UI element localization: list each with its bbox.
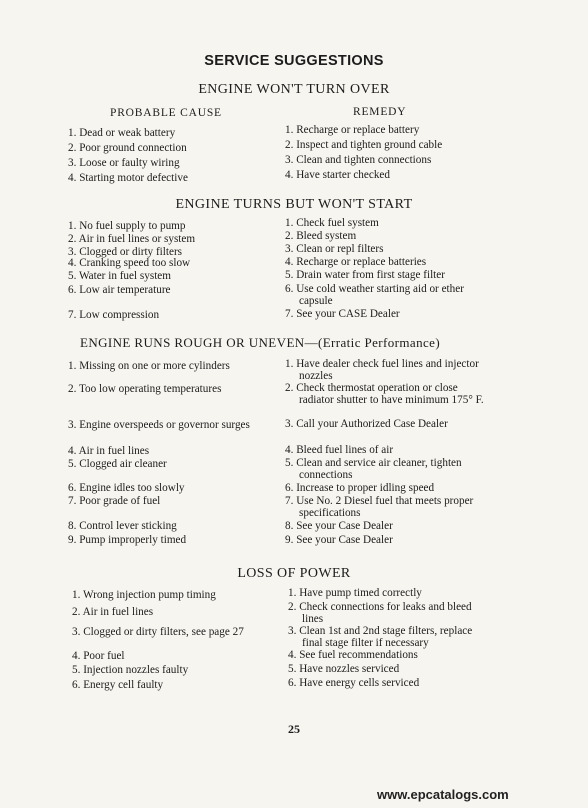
remedy-item: 6. Have energy cells serviced — [288, 677, 420, 689]
remedy-item: 2. Inspect and tighten ground cable — [285, 139, 443, 151]
remedy-item: 3. Clean 1st and 2nd stage filters, replace final stage filter if necessary — [288, 625, 473, 649]
section-heading-engine-turns-but-wont-start: ENGINE TURNS BUT WON'T START — [175, 197, 413, 212]
cause-item: 4. Starting motor defective — [68, 172, 188, 184]
remedy-item: 4. Have starter checked — [285, 169, 390, 181]
cause-item: 5. Clogged air cleaner — [68, 458, 167, 470]
remedy-item: 8. See your Case Dealer — [285, 520, 393, 532]
remedy-item: 5. Have nozzles serviced — [288, 663, 400, 675]
remedy-item: 6. Increase to proper idling speed — [285, 482, 435, 494]
remedy-item: 5. Drain water from first stage filter — [285, 269, 445, 281]
remedy-header: REMEDY — [353, 106, 407, 118]
remedy-item: 5. Clean and service air cleaner, tighten connections — [285, 457, 462, 481]
cause-item: 6. Energy cell faulty — [72, 679, 164, 691]
cause-item: 2. Poor ground connection — [68, 142, 187, 154]
remedy-item: 3. Clean or repl filters — [285, 243, 384, 255]
remedy-item: 7. Use No. 2 Diesel fuel that meets proper specifications — [285, 495, 474, 519]
cause-item: 6. Engine idles too slowly — [68, 482, 185, 494]
cause-item: 1. Dead or weak battery — [68, 127, 176, 139]
remedy-item: 4. Recharge or replace batteries — [285, 256, 427, 268]
remedy-item: 6. Use cold weather starting aid or ether capsule — [285, 283, 464, 307]
remedy-item: 2. Check connections for leaks and bleed lines — [288, 601, 472, 625]
watermark: www.epcatalogs.com — [377, 787, 509, 802]
cause-item: 5. Injection nozzles faulty — [72, 664, 189, 676]
cause-item: 3. Engine overspeeds or governor surges — [68, 419, 250, 431]
cause-item: 8. Control lever sticking — [68, 520, 177, 532]
remedy-item: 1. Check fuel system — [285, 217, 379, 229]
section-heading-engine-wont-turn-over: ENGINE WON'T TURN OVER — [198, 82, 390, 97]
cause-item: 5. Water in fuel system — [68, 270, 171, 282]
remedy-item: 3. Call your Authorized Case Dealer — [285, 418, 448, 430]
remedy-item: 1. Have pump timed correctly — [288, 587, 422, 599]
remedy-item: 1. Recharge or replace battery — [285, 124, 420, 136]
section-heading-engine-runs-rough: ENGINE RUNS ROUGH OR UNEVEN—(Erratic Performance) — [80, 335, 441, 350]
cause-item: 1. Wrong injection pump timing — [72, 589, 216, 601]
cause-item: 9. Pump improperly timed — [68, 534, 187, 546]
probable-cause-header: PROBABLE CAUSE — [110, 107, 222, 119]
page-title: SERVICE SUGGESTIONS — [204, 53, 384, 69]
remedy-item: 9. See your Case Dealer — [285, 534, 393, 546]
remedy-item: 2. Bleed system — [285, 230, 357, 242]
remedy-item: 2. Check thermostat operation or close radiator shutter to have minimum 175° F. — [285, 382, 484, 406]
cause-item: 4. Poor fuel — [72, 650, 125, 662]
cause-item: 2. Air in fuel lines — [72, 606, 154, 618]
cause-item: 3. Clogged or dirty filters — [68, 246, 183, 258]
cause-item: 3. Loose or faulty wiring — [68, 157, 180, 169]
cause-item: 3. Clogged or dirty filters, see page 27 — [72, 626, 244, 638]
cause-item: 2. Too low operating temperatures — [68, 383, 222, 395]
cause-item: 6. Low air temperature — [68, 284, 171, 296]
page-number: 25 — [288, 722, 300, 736]
remedy-item: 3. Clean and tighten connections — [285, 154, 432, 166]
cause-item: 4. Cranking speed too slow — [68, 257, 191, 269]
remedy-item: 7. See your CASE Dealer — [285, 308, 400, 320]
remedy-item: 4. See fuel recommendations — [288, 649, 418, 661]
cause-item: 7. Low compression — [68, 309, 160, 321]
remedy-item: 1. Have dealer check fuel lines and injector nozzles — [285, 358, 479, 382]
cause-item: 7. Poor grade of fuel — [68, 495, 161, 507]
cause-item: 1. Missing on one or more cylinders — [68, 360, 230, 372]
cause-item: 2. Air in fuel lines or system — [68, 233, 196, 245]
remedy-item: 4. Bleed fuel lines of air — [285, 444, 394, 456]
cause-item: 1. No fuel supply to pump — [68, 220, 186, 232]
cause-item: 4. Air in fuel lines — [68, 445, 150, 457]
section-heading-loss-of-power: LOSS OF POWER — [237, 566, 351, 581]
